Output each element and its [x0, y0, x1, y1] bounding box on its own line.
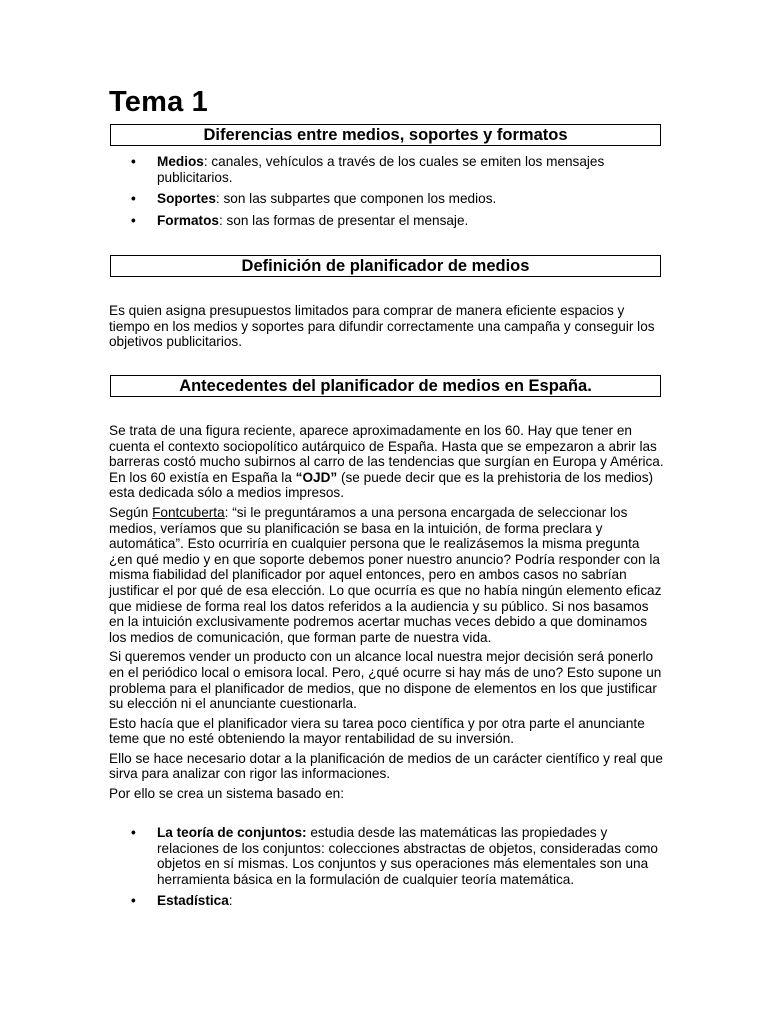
term: Formatos	[157, 212, 219, 228]
paragraph: Es quien asigna presupuestos limitados para comprar de manera eficiente espacios y tiempo en los medios y soportes para difundir correctamente una campaña y conseguir los objetivos publicitarios.	[109, 303, 655, 350]
term: Medios	[157, 154, 204, 169]
term-text: : son las subpartes que componen los medios.	[215, 191, 497, 207]
fontcuberta-link[interactable]: Fontcuberta	[152, 504, 225, 520]
term-text: : son las formas de presentar el mensaje.	[218, 212, 469, 228]
paragraph	[109, 505, 665, 645]
list-item	[131, 213, 661, 229]
list-item	[131, 825, 661, 887]
list-item	[131, 191, 661, 207]
paragraph-text: : “si le preguntáramos a una persona encargada de seleccionar los medios, veríamos que su planificación se basa en la intuición, de forma preclara y automática”. Esto ocurriría en cualquier persona que le realizásemos la misma pregunta ¿en qué medio y en que soporte debemos poner nuestro anuncio? Podría responder con la misma fiabilidad del planificador por aquel entonces, pero en ambos casos no sabrían justificar el por qué de esa elección. Lo que ocurría es que no había ningún elemento eficaz que midiese de forma real los datos referidos a la audiencia y su público. Si nos basamos en la intuición exclusivamente podremos acertar muchas veces debido a que dominamos los medios de comunicación, que forman parte de nuestra vida.	[109, 504, 662, 645]
term: Estadística	[157, 893, 229, 909]
bullet-icon: •	[131, 893, 136, 909]
paragraph: Si queremos vender un producto con un alcance local nuestra mejor decisión será ponerlo en el periódico local o emisora local. Pero, ¿qué ocurre si hay más de uno? Esto supone un problema para el planificador de medios, que no dispone de elementos en los que justificar su elección ni el anunciante cuestionarla.	[109, 649, 662, 712]
bullet-icon: •	[131, 154, 136, 169]
page-title: Tema 1	[109, 86, 208, 118]
antecedentes-body	[109, 423, 665, 806]
term: La teoría de conjuntos:	[157, 825, 307, 840]
term-text: :	[228, 893, 233, 909]
paragraph: Ello se hace necesario dotar a la planificación de medios de un carácter científico y real que sirva para analizar con rigor las informaciones.	[109, 750, 663, 782]
section-heading-definicion: Definición de planificador de medios	[110, 255, 661, 277]
ojd-bold: “OJD”	[295, 469, 338, 485]
bullet-icon: •	[131, 191, 136, 207]
sistema-list	[131, 825, 661, 915]
definitions-list	[131, 154, 661, 234]
list-item	[131, 893, 661, 909]
term-text: estudia desde las matemáticas las propiedades y relaciones de los conjuntos: colecciones abstractas de objetos, consideradas como objetos en sí mismas. Los conjuntos y sus operaciones más elementales son una herramienta básica en la formulación de cualquier teoría matemática.	[157, 825, 658, 887]
term: Soportes	[157, 191, 216, 207]
section-heading-diferencias: Diferencias entre medios, soportes y formatos	[110, 124, 661, 146]
paragraph-text: Se trata de una figura reciente, aparece aproximadamente en los 60. Hay que tener en cuenta el contexto sociopolítico autárquico de España. Hasta que se empezaron a abrir las barreras costó mucho subirnos al carro de las tendencias que surgían en Europa y América. En los 60 existía en España la	[109, 423, 664, 485]
paragraph: Esto hacía que el planificador viera su tarea poco científica y por otra parte el anunciante teme que no esté obteniendo la mayor rentabilidad de su inversión.	[109, 715, 645, 747]
paragraph: Por ello se crea un sistema basado en:	[109, 786, 345, 802]
section-heading-antecedentes: Antecedentes del planificador de medios en España.	[110, 375, 661, 397]
paragraph	[109, 423, 665, 501]
bullet-icon: •	[131, 212, 136, 228]
definition-paragraph	[109, 303, 665, 354]
paragraph-text: Según	[109, 504, 153, 520]
paragraph-text: (se puede decir que es la prehistoria de los medios) esta dedicada sólo a medios impresos.	[109, 469, 654, 501]
bullet-icon: •	[131, 825, 136, 840]
term-text: : canales, vehículos a través de los cuales se emiten los mensajes publicitarios.	[157, 154, 605, 185]
list-item	[131, 154, 661, 185]
